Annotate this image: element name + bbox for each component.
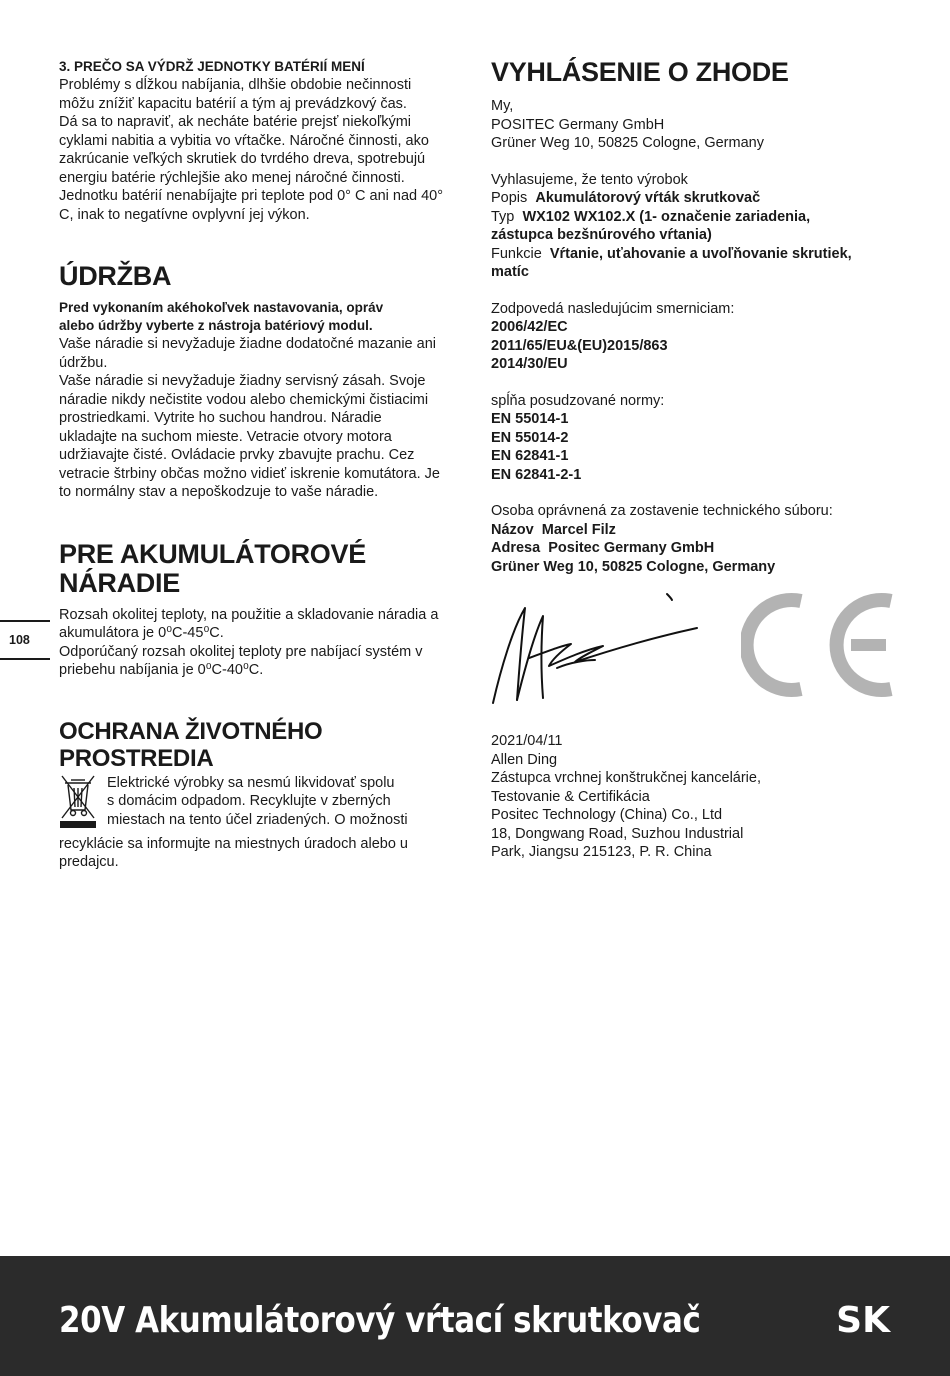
footer-title: 20V Akumulátorový vŕtací skrutkovač xyxy=(59,1300,701,1341)
standard-item: EN 62841-1 xyxy=(491,448,569,464)
cordless-line: Odporúčaný rozsah okolitej teploty pre nabíjací systém v xyxy=(59,643,423,660)
battery-line: môžu znížiť kapacitu batérií a tým aj prevádzkový čas. xyxy=(59,95,407,112)
battery-line: zakrúcanie veľkých skrutiek do tvrdého dreva, spotrebujú xyxy=(59,151,426,167)
cordless-section xyxy=(59,540,459,680)
cordless-heading-line: NÁRADIE xyxy=(59,567,180,598)
cordless-line: priebehu nabíjania je 0⁰C-40⁰C. xyxy=(59,662,264,678)
signer-line: Zástupca vrchnej konštrukčnej kancelárie, xyxy=(491,770,761,786)
declaration-heading: VYHLÁSENIE O ZHODE xyxy=(491,57,789,87)
maintenance-line: vetracie štrbiny občas možno vidieť iskrenie komutátora. Je xyxy=(59,465,440,482)
battery-line: energiu batérie rýchlejšie ako menej náročné činnosti. xyxy=(59,169,405,186)
battery-line: Problémy s dĺžkou nabíjania, dlhšie obdobie nečinnosti xyxy=(59,77,412,93)
function-value-cont: matíc xyxy=(491,264,529,280)
address-label: Adresa xyxy=(491,540,541,556)
company-name: POSITEC Germany GmbH xyxy=(491,116,665,133)
directive-item: 2006/42/EC xyxy=(491,319,568,335)
name-label: Názov xyxy=(491,521,534,538)
directives-intro: Zodpovedá nasledujúcim smerniciam: xyxy=(491,300,735,317)
type-value: WX102 WX102.X (1- označenie zariadenia, xyxy=(522,208,811,225)
page-number-tab xyxy=(0,620,50,660)
left-column xyxy=(59,58,459,872)
description-row xyxy=(491,189,911,208)
footer-bar xyxy=(0,1256,950,1376)
authorized-name-row xyxy=(491,521,911,540)
battery-heading: 3. PREČO SA VÝDRŽ JEDNOTKY BATÉRIÍ MENÍ xyxy=(59,59,365,74)
maintenance-line: to normálny stav a nepoškodzuje to vaše náradie. xyxy=(59,484,379,500)
weee-crossed-bin-icon xyxy=(59,774,99,835)
cordless-heading-line: PRE AKUMULÁTOROVÉ xyxy=(59,538,366,569)
function-label: Funkcie xyxy=(491,245,542,262)
maintenance-heading: ÚDRŽBA xyxy=(59,261,172,291)
battery-line: Jednotku batérií nenabíjajte pri teplote pod 0° C ani nad 40° xyxy=(59,188,444,204)
standards-intro: spĺňa posudzované normy: xyxy=(491,392,665,409)
maintenance-warning-line: alebo údržby vyberte z nástroja batériový modul. xyxy=(59,318,373,333)
signer-line: Park, Jiangsu 215123, P. R. China xyxy=(491,844,712,860)
battery-line: Dá sa to napraviť, ak necháte batérie prejsť niekoľkými xyxy=(59,114,412,130)
environment-heading-line: OCHRANA ŽIVOTNÉHO xyxy=(59,717,323,745)
authorized-intro: Osoba oprávnená za zostavenie technického súboru: xyxy=(491,503,833,519)
signature-date: 2021/04/11 xyxy=(491,733,563,749)
battery-line: cyklami nabitia a vybitia vo vŕtačke. Náročné činnosti, ako xyxy=(59,132,429,149)
maintenance-section xyxy=(59,262,459,502)
authorized-address-row xyxy=(491,539,911,558)
battery-section xyxy=(59,58,459,224)
name-value: Marcel Filz xyxy=(541,521,616,538)
maintenance-line: Vaše náradie si nevyžaduje žiadne dodatočné mazanie ani xyxy=(59,336,436,352)
ce-mark-icon xyxy=(741,590,896,700)
description-value: Akumulátorový vŕták skrutkovač xyxy=(535,190,761,206)
signer-line: Positec Technology (China) Co., Ltd xyxy=(491,807,723,823)
cordless-line: Rozsah okolitej teploty, na použitie a skladovanie náradia a xyxy=(59,606,439,623)
signer-line: 18, Dongwang Road, Suzhou Industrial xyxy=(491,825,744,842)
address-value: Positec Germany GmbH xyxy=(548,540,715,556)
maintenance-line: ukladajte na suchom mieste. Vetracie otvory motora xyxy=(59,428,392,445)
signature-icon xyxy=(491,588,711,718)
directive-item: 2011/65/EU&(EU)2015/863 xyxy=(491,337,668,354)
environment-section xyxy=(59,718,459,872)
we-text: My, xyxy=(491,98,514,114)
type-label: Typ xyxy=(491,208,515,225)
signature-row xyxy=(491,588,911,728)
right-column xyxy=(491,58,911,862)
environment-line: recyklácie sa informujte na miestnych úradoch alebo u xyxy=(59,835,408,852)
maintenance-line: Vaše náradie si nevyžaduje žiadny servisný zásah. Svoje xyxy=(59,373,426,389)
environment-line: Elektrické výrobky sa nesmú likvidovať spolu xyxy=(107,774,395,791)
maintenance-warning-line: Pred vykonaním akéhokoľvek nastavovania, opráv xyxy=(59,300,384,315)
battery-line: C, inak to negatívne ovplyvní jej výkon. xyxy=(59,206,310,223)
company-address: Grüner Weg 10, 50825 Cologne, Germany xyxy=(491,135,764,151)
description-label: Popis xyxy=(491,190,528,206)
standard-item: EN 55014-2 xyxy=(491,429,569,446)
type-row xyxy=(491,208,911,227)
maintenance-line: údržbu. xyxy=(59,354,108,371)
page-number: 108 xyxy=(9,633,30,647)
signer-name: Allen Ding xyxy=(491,751,558,768)
standard-item: EN 55014-1 xyxy=(491,411,569,427)
signer-line: Testovanie & Certifikácia xyxy=(491,788,650,805)
environment-line: predajcu. xyxy=(59,854,119,870)
cordless-line: akumulátora je 0⁰C-45⁰C. xyxy=(59,625,224,641)
function-value: Vŕtanie, uťahovanie a uvoľňovanie skrutiek, xyxy=(549,245,852,262)
environment-heading-line: PROSTREDIA xyxy=(59,744,214,772)
authorized-address-cont: Grüner Weg 10, 50825 Cologne, Germany xyxy=(491,558,776,575)
directive-item: 2014/30/EU xyxy=(491,356,568,372)
type-value-cont: zástupca bezšnúrového vŕtania) xyxy=(491,227,712,243)
function-row xyxy=(491,245,911,264)
declare-text: Vyhlasujeme, že tento výrobok xyxy=(491,171,688,188)
maintenance-line: prostriedkami. Vytrite ho suchou handrou. Náradie xyxy=(59,410,382,426)
environment-line: s domácim odpadom. Recyklujte v zberných xyxy=(107,793,391,809)
standard-item: EN 62841-2-1 xyxy=(491,466,582,483)
environment-line: miestach na tento účel zriadených. O možnosti xyxy=(107,811,408,828)
maintenance-line: udržiavajte čisté. Ovládacie prvky zbavujte prachu. Cez xyxy=(59,447,415,463)
language-code: SK xyxy=(836,1300,890,1341)
maintenance-line: náradie nikdy nečistite vodou alebo chemickými čistiacimi xyxy=(59,391,429,408)
